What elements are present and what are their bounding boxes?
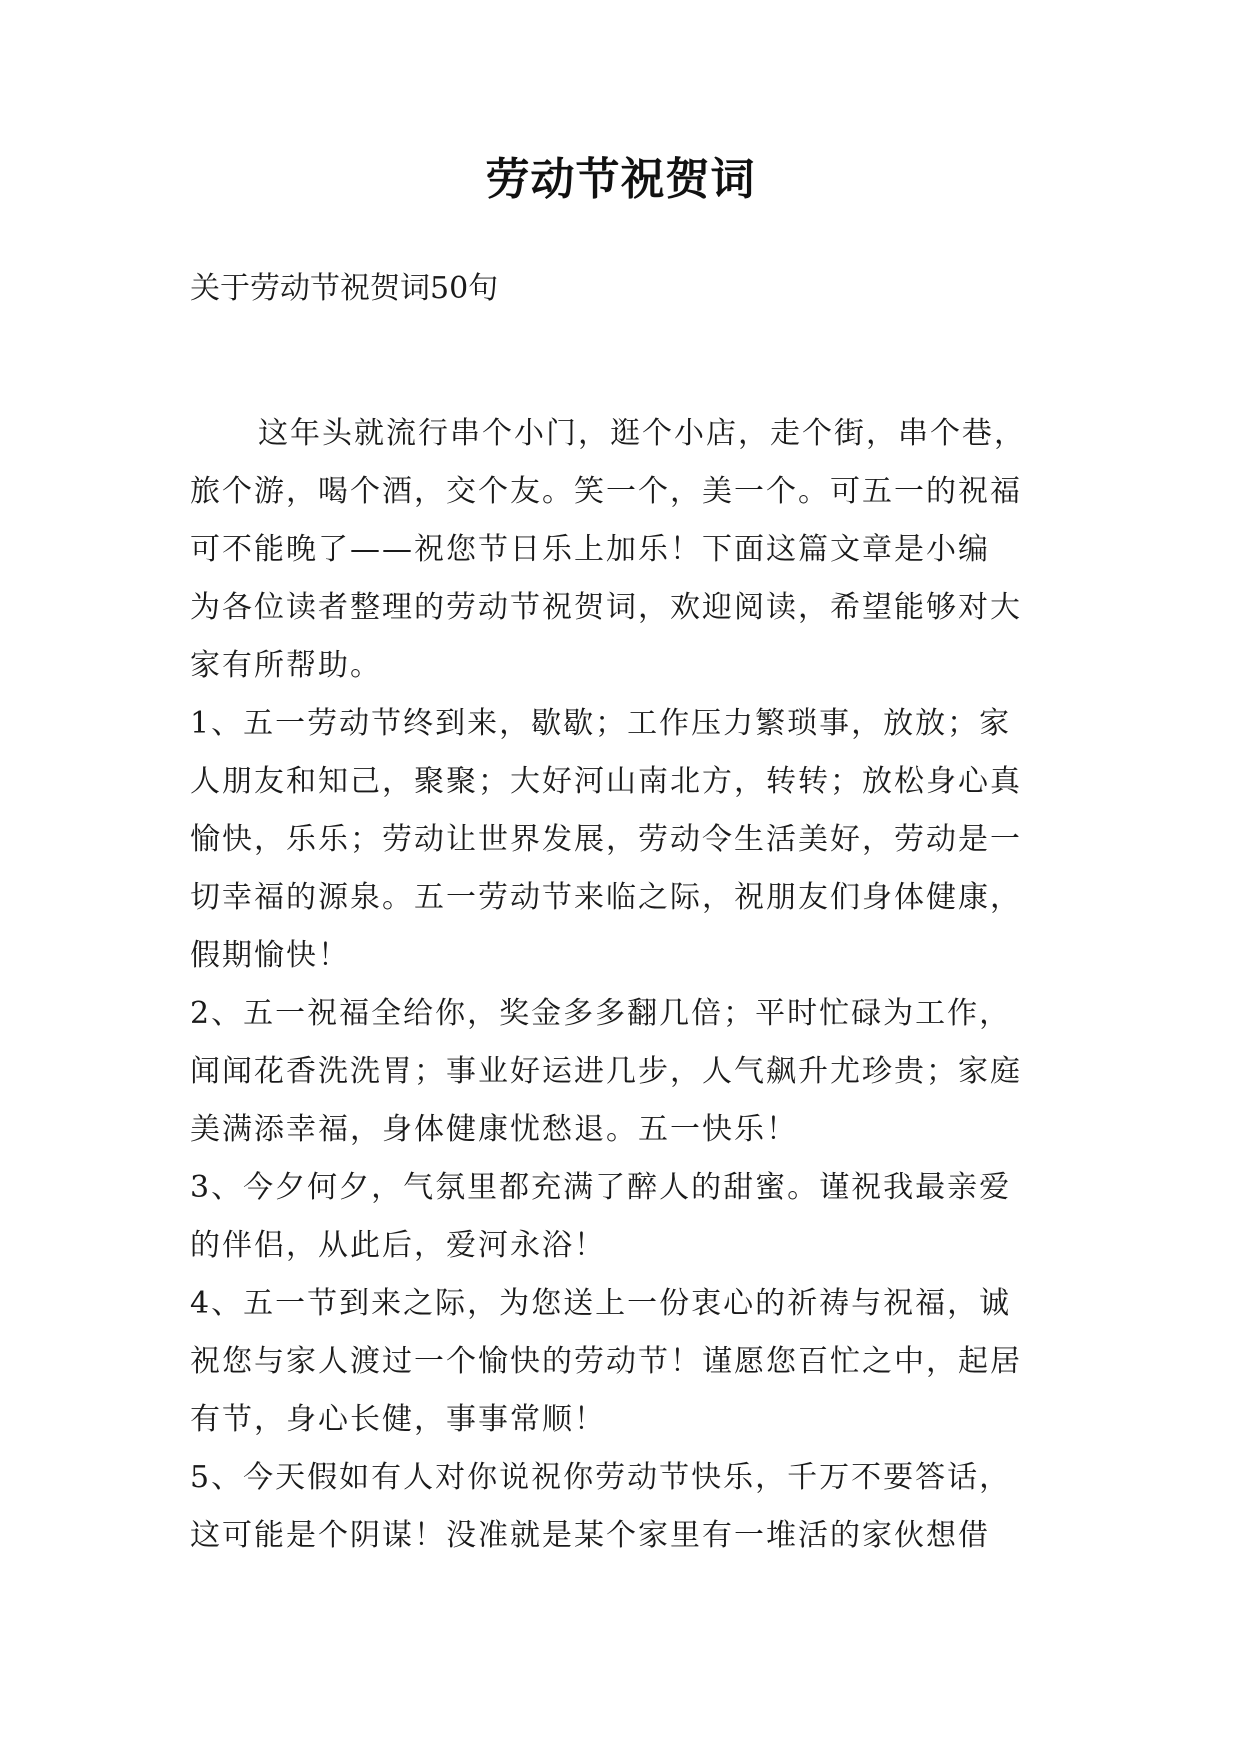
document-body [190,405,1070,1565]
text-line: 这可能是个阴谋！没准就是某个家里有一堆活的家伙想借 [190,1518,990,1553]
text-line: 旅个游，喝个酒，交个友。笑一个，美一个。可五一的祝福 [190,474,1022,509]
text-line: 1、五一劳动节终到来，歇歇；工作压力繁琐事，放放；家 [190,706,1012,741]
text-line: 祝您与家人渡过一个愉快的劳动节！谨愿您百忙之中，起居 [190,1344,1022,1379]
text-line: 3、今夕何夕，气氛里都充满了醉人的甜蜜。谨祝我最亲爱 [190,1170,1012,1205]
text-line: 5、今天假如有人对你说祝你劳动节快乐，千万不要答话， [190,1460,1012,1495]
text-line: 假期愉快！ [190,938,350,973]
text-line: 4、五一节到来之际，为您送上一份衷心的祈祷与祝福，诚 [190,1286,1012,1321]
document-subtitle: 关于劳动节祝贺词50句 [190,271,499,306]
text-line: 这年头就流行串个小门，逛个小店，走个街，串个巷， [258,416,1026,451]
document-title: 劳动节祝贺词 [485,154,756,205]
text-line: 有节，身心长健，事事常顺！ [190,1402,606,1437]
text-line: 愉快，乐乐；劳动让世界发展，劳动令生活美好，劳动是一 [190,822,1022,857]
text-line: 为各位读者整理的劳动节祝贺词，欢迎阅读，希望能够对大 [190,590,1022,625]
text-line: 的伴侣，从此后，爱河永浴！ [190,1228,606,1263]
text-line: 切幸福的源泉。五一劳动节来临之际，祝朋友们身体健康， [190,880,1022,915]
text-line: 2、五一祝福全给你，奖金多多翻几倍；平时忙碌为工作， [190,996,1012,1031]
text-line: 人朋友和知己，聚聚；大好河山南北方，转转；放松身心真 [190,764,1022,799]
text-line: 美满添幸福，身体健康忧愁退。五一快乐！ [190,1112,798,1147]
text-line: 可不能晚了——祝您节日乐上加乐！下面这篇文章是小编 [190,532,990,567]
text-line: 闻闻花香洗洗胃；事业好运进几步，人气飙升尤珍贵；家庭 [190,1054,1022,1089]
text-line: 家有所帮助。 [190,648,382,683]
